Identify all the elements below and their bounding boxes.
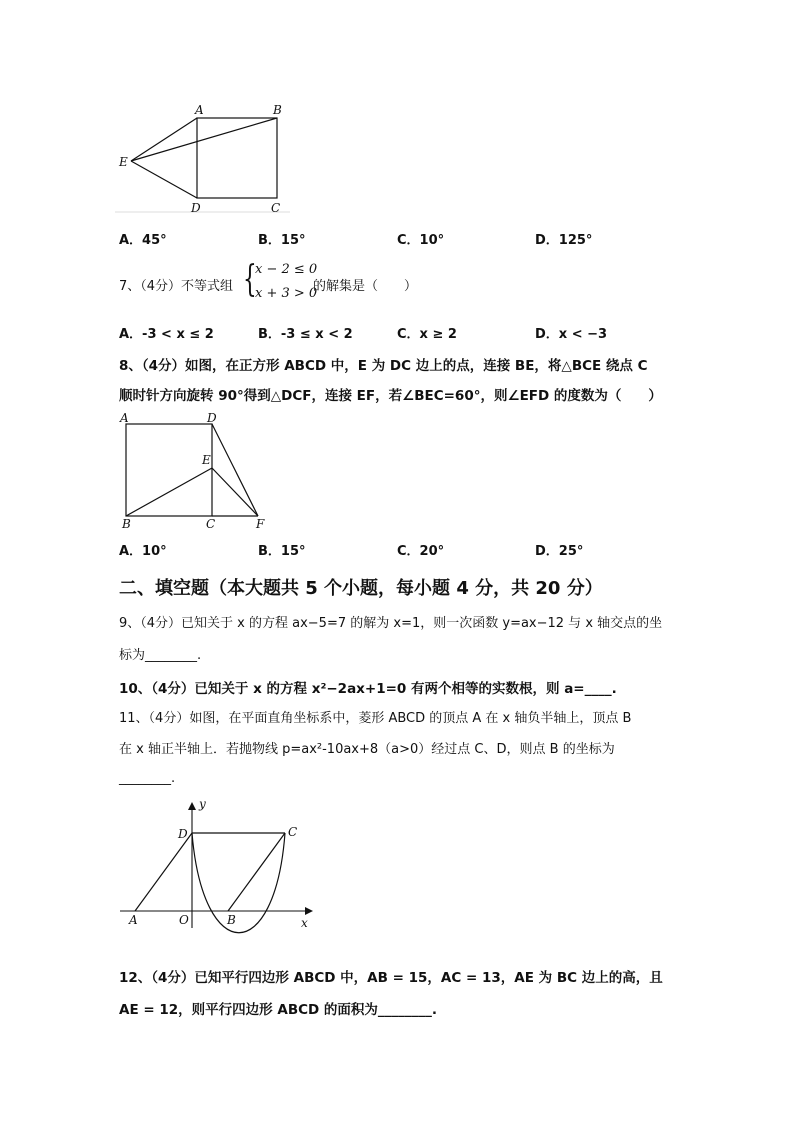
label-x: x xyxy=(301,916,308,930)
q11-line-1: 11、（4分）如图，在平面直角坐标系中，菱形 ABCD 的顶点 A 在 x 轴负半轴上，顶点 B xyxy=(119,711,632,726)
segment-ea xyxy=(131,118,197,161)
label-d: D xyxy=(207,411,217,425)
figure-q8 xyxy=(115,410,275,532)
q7-prefix: 7、（4分）不等式组 xyxy=(119,279,234,294)
q7-option-b: B．-3 ≤ x < 2 xyxy=(258,327,353,342)
segment-ed xyxy=(131,161,197,198)
label-a: A xyxy=(129,913,138,927)
label-y: y xyxy=(199,797,206,811)
side-ad xyxy=(135,833,192,911)
label-c: C xyxy=(206,517,216,531)
q12-line-2: AE = 12，则平行四边形 ABCD 的面积为________. xyxy=(119,1002,438,1018)
segment-be xyxy=(126,468,212,516)
figure-q6 xyxy=(115,100,295,218)
segment-ef xyxy=(212,468,258,516)
label-c: C xyxy=(288,825,298,839)
q7-option-d: D．x < −3 xyxy=(535,327,608,342)
q8-option-d: D．25° xyxy=(535,544,584,559)
label-f: F xyxy=(256,517,265,531)
segment-df xyxy=(212,424,258,516)
label-o: O xyxy=(179,913,189,927)
q6-option-c: C．10° xyxy=(397,233,445,248)
q6-option-b: B．15° xyxy=(258,233,306,248)
square-abcd-q8 xyxy=(126,424,212,516)
system-brace: { xyxy=(243,259,257,300)
q7-option-a: A．-3 < x ≤ 2 xyxy=(119,327,214,342)
q12-line-1: 12、（4分）已知平行四边形 ABCD 中，AB = 15，AC = 13，AE 为 BC 边上的高，且 xyxy=(119,970,663,986)
q8-line-2: 顺时针方向旋转 90°得到△DCF，连接 EF，若∠BEC=60°，则∠EFD 的度数为（ ） xyxy=(119,388,662,404)
side-bc xyxy=(228,833,285,911)
label-b: B xyxy=(227,913,236,927)
q8-option-b: B．15° xyxy=(258,544,306,559)
section-heading: 二、填空题（本大题共 5 个小题，每小题 4 分，共 20 分） xyxy=(119,578,603,599)
label-d: D xyxy=(191,201,201,215)
q6-option-a: A．45° xyxy=(119,233,167,248)
label-b: B xyxy=(273,103,282,117)
q7-option-c: C．x ≥ 2 xyxy=(397,327,457,342)
q7-inequality-1: x − 2 ≤ 0 xyxy=(255,262,318,277)
label-e: E xyxy=(202,453,211,467)
q9-line-2: 标为________. xyxy=(119,648,202,663)
q6-option-d: D．125° xyxy=(535,233,593,248)
label-e: E xyxy=(119,155,128,169)
parabola xyxy=(192,833,285,933)
q8-line-1: 8、（4分）如图，在正方形 ABCD 中，E 为 DC 边上的点，连接 BE，将△BCE 绕点 C xyxy=(119,358,648,374)
label-a: A xyxy=(120,411,129,425)
x-axis-arrow xyxy=(305,907,313,915)
label-d: D xyxy=(178,827,188,841)
q9-line-1: 9、（4分）已知关于 x 的方程 ax−5=7 的解为 x=1，则一次函数 y=ax−12 与 x 轴交点的坐 xyxy=(119,616,663,631)
q8-option-c: C．20° xyxy=(397,544,445,559)
q11-line-3: ________. xyxy=(119,771,176,786)
q7-suffix: 的解集是（ ） xyxy=(313,279,418,294)
label-a: A xyxy=(195,103,204,117)
q11-line-2: 在 x 轴正半轴上．若抛物线 p=ax²-10ax+8（a>0）经过点 C、D，则点 B 的坐标为 xyxy=(119,742,615,757)
y-axis-arrow xyxy=(188,802,196,810)
label-b: B xyxy=(122,517,131,531)
q10-line-1: 10、（4分）已知关于 x 的方程 x²−2ax+1=0 有两个相等的实数根，则 a=____. xyxy=(119,681,617,697)
segment-eb xyxy=(131,118,277,161)
label-c: C xyxy=(271,201,281,215)
q7-inequality-2: x + 3 > 0 xyxy=(255,286,318,301)
q8-option-a: A．10° xyxy=(119,544,167,559)
figure-q11 xyxy=(115,796,325,936)
